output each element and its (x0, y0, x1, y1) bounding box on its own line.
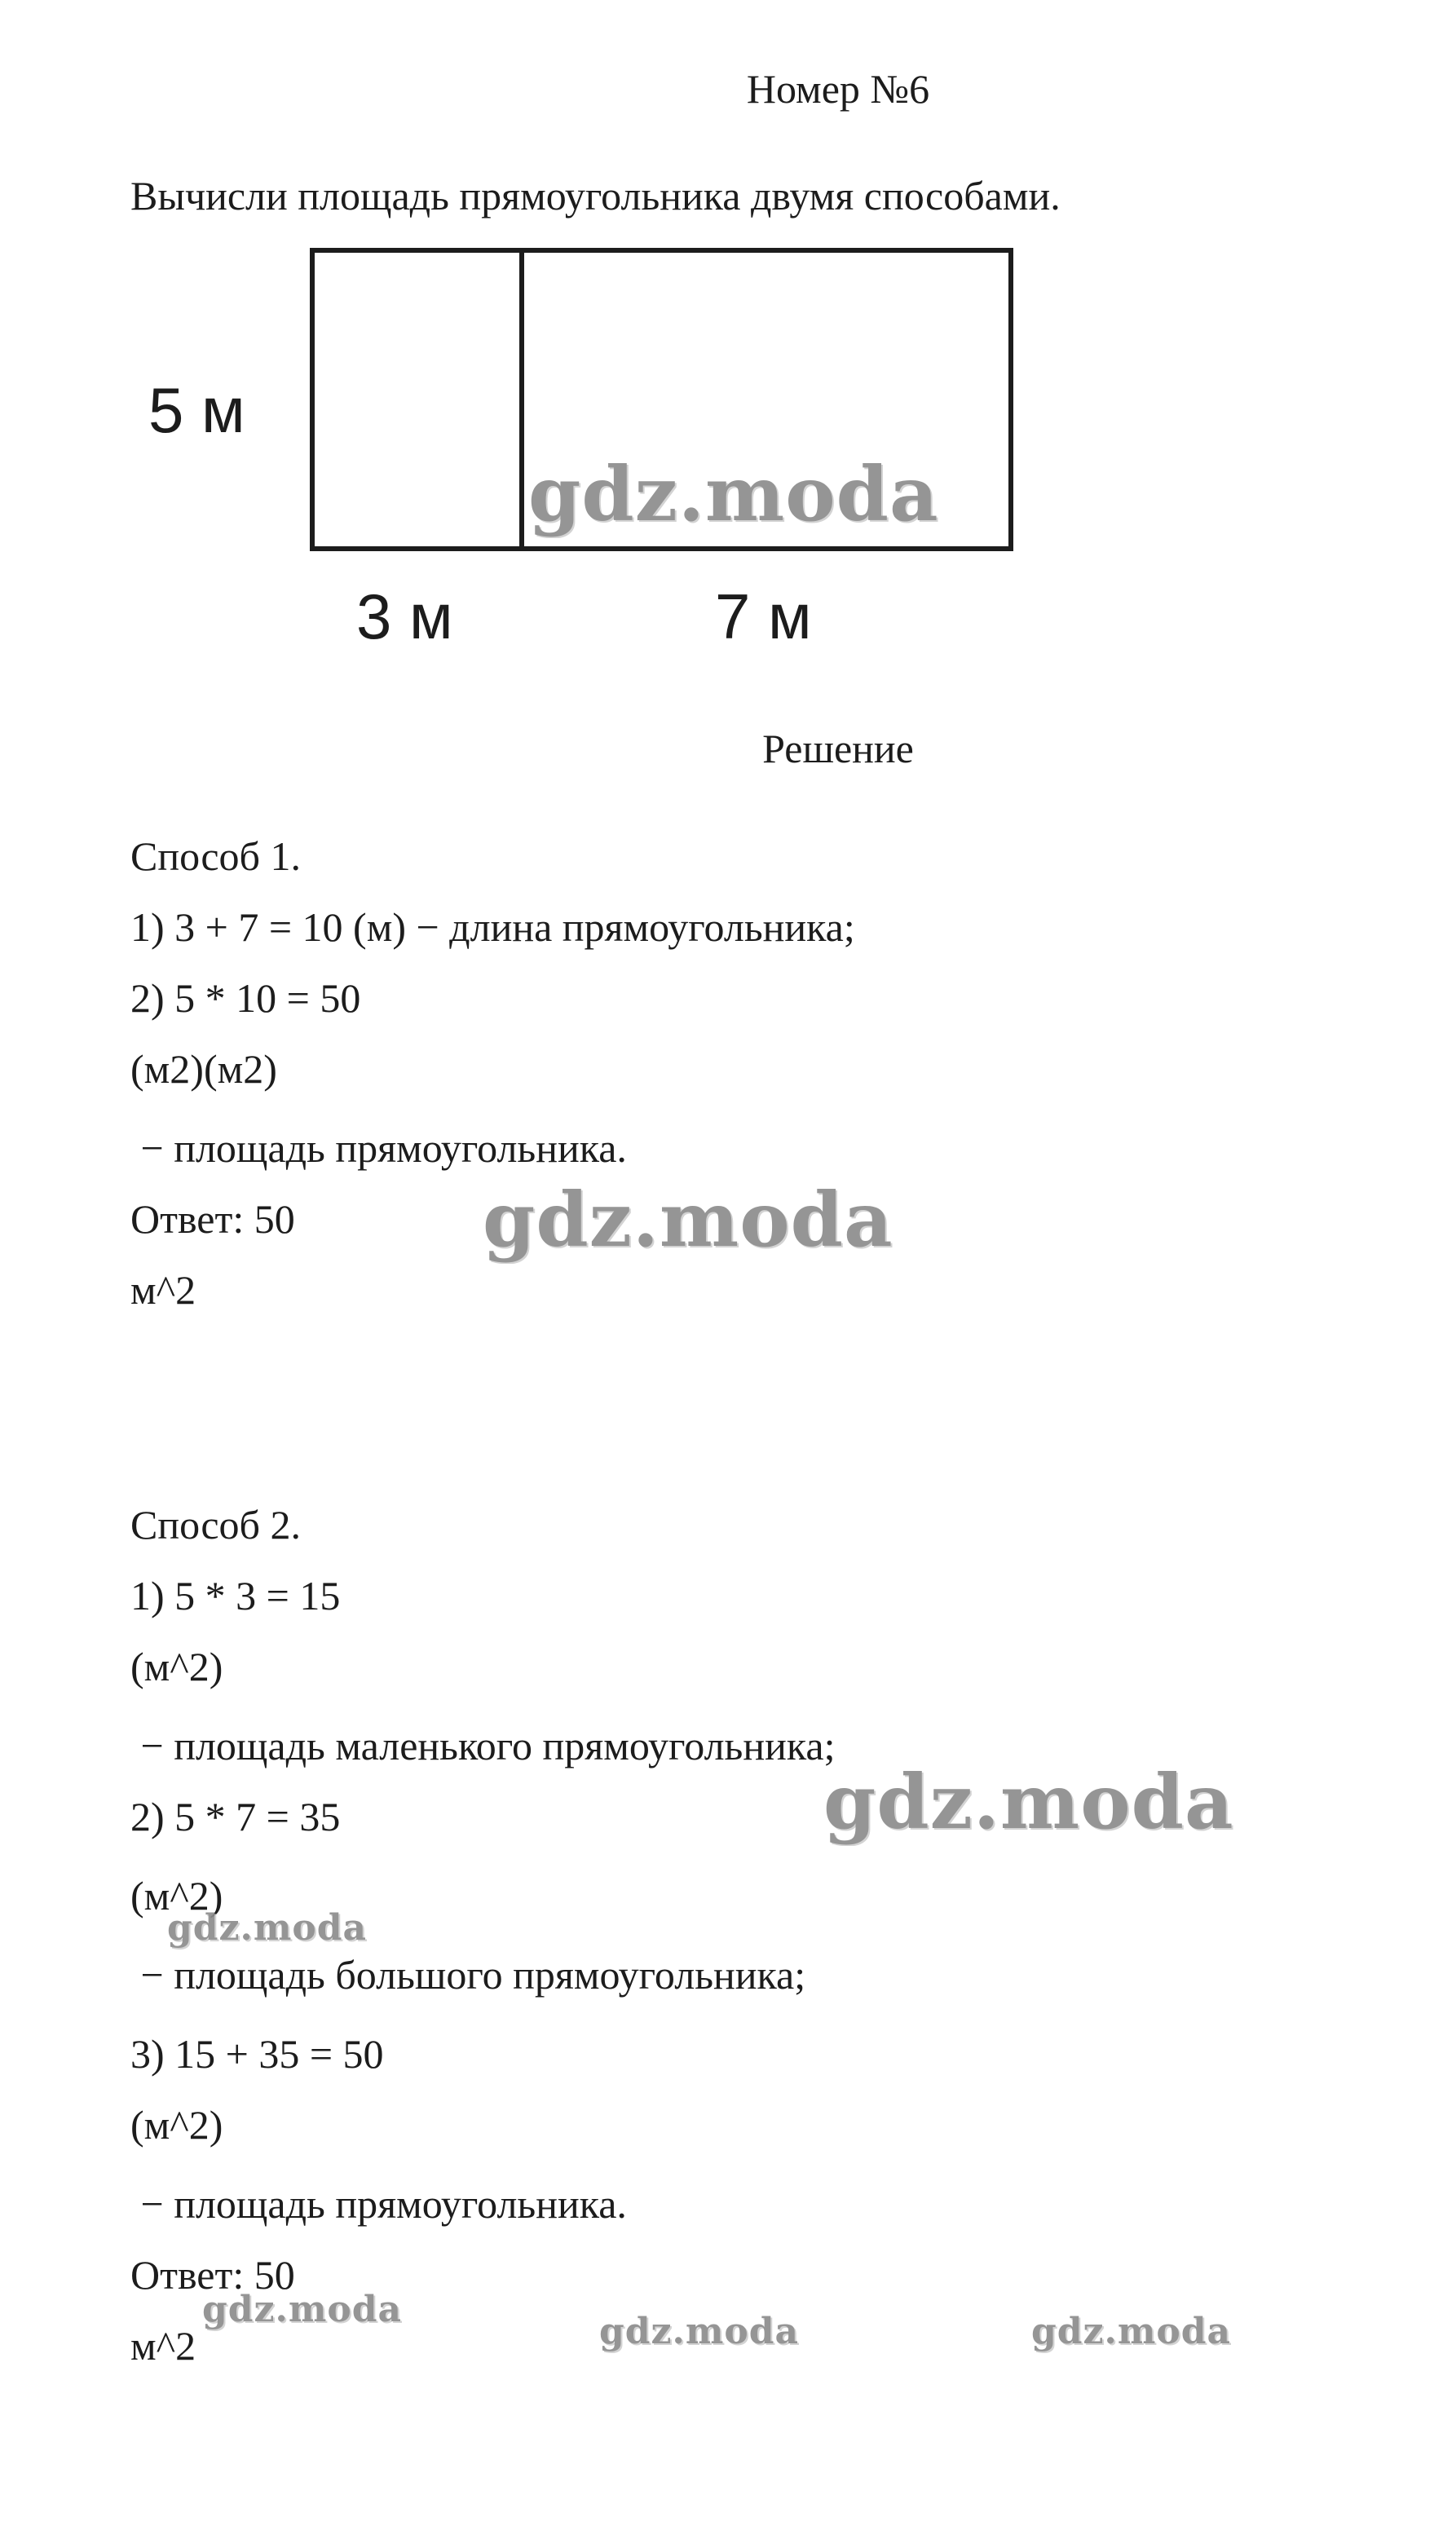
watermark: gdz.moda (599, 2311, 800, 2352)
method1-step: 1) 3 + 7 = 10 (м) − длина прямоугольника; (130, 904, 855, 950)
method1-step: (м2)(м2) (130, 1046, 277, 1092)
method1-title: Способ 1. (130, 833, 301, 879)
method2-step: (м^2) (130, 2102, 223, 2148)
task-text: Вычисли площадь прямоугольника двумя способами. (130, 173, 1061, 219)
method1-step: 2) 5 * 10 = 50 (130, 975, 361, 1021)
method1-step: − площадь прямоугольника. (130, 1125, 627, 1171)
method2-step: 1) 5 * 3 = 15 (130, 1573, 341, 1618)
width-right-label: 7 м (715, 581, 812, 652)
method2-step: (м^2) (130, 1644, 223, 1689)
method1-answer: Ответ: 50 (130, 1196, 295, 1242)
solution-heading: Решение (762, 726, 914, 771)
watermark: gdz.moda (202, 2289, 403, 2330)
method2-answer: Ответ: 50 (130, 2252, 295, 2298)
width-left-label: 3 м (356, 581, 453, 652)
method2-step: − площадь прямоугольника. (130, 2181, 627, 2227)
method2-step: − площадь большого прямоугольника; (130, 1952, 806, 1998)
method2-title: Способ 2. (130, 1502, 301, 1548)
method1-answer-unit: м^2 (130, 1267, 196, 1313)
watermark: gdz.moda (528, 450, 939, 538)
watermark: gdz.moda (823, 1758, 1234, 1846)
method2-step: 2) 5 * 7 = 35 (130, 1794, 341, 1839)
method2-step: (м^2) (130, 1873, 223, 1919)
page-title: Номер №6 (746, 66, 930, 112)
watermark: gdz.moda (167, 1907, 368, 1949)
rectangle-figure (0, 0, 1456, 734)
watermark: gdz.moda (1031, 2311, 1232, 2352)
method2-step: 3) 15 + 35 = 50 (130, 2031, 384, 2077)
watermark: gdz.moda (483, 1176, 893, 1264)
method2-step: − площадь маленького прямоугольника; (130, 1723, 836, 1768)
method2-answer-unit: м^2 (130, 2323, 196, 2369)
height-label: 5 м (148, 374, 245, 446)
